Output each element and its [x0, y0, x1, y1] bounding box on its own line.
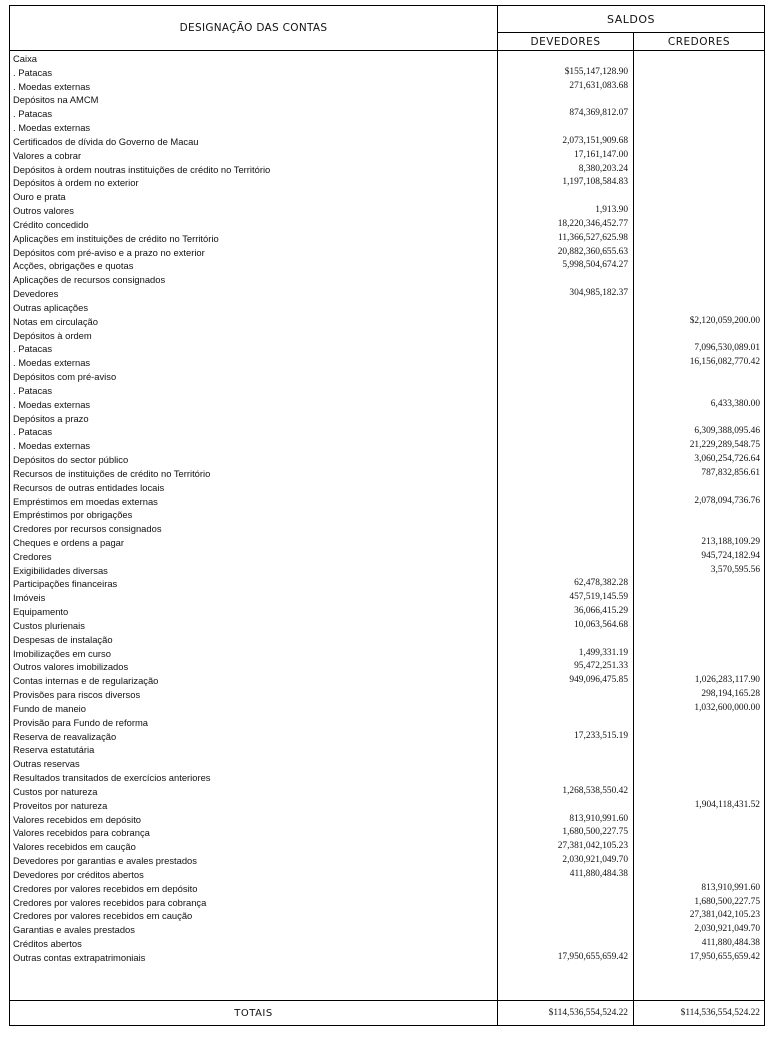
account-name: Depósitos do sector público: [13, 454, 129, 466]
table-row: [10, 80, 764, 94]
account-name: Valores recebidos em caução: [13, 841, 136, 853]
account-name: . Patacas: [13, 384, 53, 396]
debit-balance: 1,197,108,584.83: [562, 177, 628, 188]
account-name: Certificados de dívida do Governo de Macau: [13, 135, 199, 147]
account-name: . Moedas externas: [13, 398, 91, 410]
account-name: Contas internas e de regularização: [13, 675, 159, 687]
table-header: [10, 6, 764, 51]
account-name: Recursos de outras entidades locais: [13, 481, 165, 493]
account-name: Garantias e avales prestados: [13, 924, 135, 936]
account-name: Crédito concedido: [13, 218, 89, 230]
totals-devedores: $114,536,554,524.22: [548, 1008, 628, 1018]
account-name: Valores a cobrar: [13, 149, 82, 161]
table-row: [10, 52, 764, 66]
account-name: Outros valores: [13, 205, 74, 217]
account-name: Outros valores imobilizados: [13, 661, 129, 673]
table-row: [10, 190, 764, 204]
credit-balance: 1,680,500,227.75: [694, 896, 760, 907]
account-name: . Moedas externas: [13, 80, 91, 92]
account-name: Acções, obrigações e quotas: [13, 260, 134, 272]
credit-balance: 411,880,484.38: [701, 938, 760, 948]
table-body: [10, 52, 764, 965]
account-name: . Moedas externas: [13, 440, 91, 452]
debit-balance: 2,073,151,909.68: [562, 135, 628, 146]
table-row: [10, 329, 764, 343]
credit-balance: 21,229,289,548.75: [689, 440, 760, 451]
table-row: [10, 730, 764, 744]
table-row: [10, 923, 764, 937]
debit-balance: 10,063,564.68: [574, 619, 628, 630]
debit-balance: 95,472,251.33: [574, 661, 628, 672]
credit-balance: 1,026,283,117.90: [694, 675, 760, 686]
credit-balance: 7,096,530,089.01: [694, 343, 760, 354]
account-name: Credores por valores recebidos em caução: [13, 910, 193, 922]
table-row: [10, 647, 764, 661]
table-row: [10, 204, 764, 218]
totals-row: [10, 1001, 764, 1025]
credit-balance: 6,433,380.00: [710, 398, 760, 409]
account-name: Empréstimos em moedas externas: [13, 495, 158, 507]
debit-balance: 874,369,812.07: [569, 108, 628, 119]
account-name: Credores por valores recebidos em depósito: [13, 882, 198, 894]
account-name: Empréstimos por obrigações: [13, 509, 133, 521]
debit-balance: 5,998,504,674.27: [562, 260, 628, 271]
account-name: Outras reservas: [13, 758, 80, 770]
debit-balance: 17,161,147.00: [574, 149, 628, 160]
table-row: [10, 743, 764, 757]
table-row: [10, 951, 764, 965]
account-name: Créditos abertos: [13, 938, 82, 949]
account-name: Depósitos a prazo: [13, 412, 89, 424]
account-name: . Patacas: [13, 66, 53, 78]
table-row: [10, 481, 764, 495]
table-row: [10, 896, 764, 910]
table-row: [10, 273, 764, 287]
table-row: [10, 868, 764, 882]
table-row: [10, 370, 764, 384]
account-name: Depósitos com pré-aviso e a prazo no exterior: [13, 246, 205, 258]
credit-balance: 298,194,165.28: [701, 689, 760, 700]
account-name: . Patacas: [13, 426, 53, 438]
table-row: [10, 107, 764, 121]
account-name: Participações financeiras: [13, 578, 118, 590]
debit-balance: 1,499,331.19: [578, 647, 628, 658]
account-name: Devedores: [13, 288, 59, 300]
credit-balance: $2,120,059,200.00: [689, 315, 760, 326]
header-saldos: SALDOS: [498, 6, 764, 33]
table-row: [10, 605, 764, 619]
credit-balance: 945,724,182.94: [701, 550, 760, 561]
account-name: Depósitos à ordem noutras instituições de crédito no Território: [13, 163, 271, 175]
table-row: [10, 315, 764, 329]
table-row: [10, 522, 764, 536]
table-row: [10, 66, 764, 80]
table-row: [10, 882, 764, 896]
credit-balance: 787,832,856.61: [701, 467, 760, 478]
table-row: [10, 937, 764, 951]
account-name: Aplicações de recursos consignados: [13, 274, 166, 286]
balance-sheet-table: [9, 5, 765, 1026]
table-row: [10, 577, 764, 591]
account-name: . Moedas externas: [13, 357, 91, 369]
account-name: Reserva de reavalização: [13, 730, 117, 742]
account-name: Depósitos na AMCM: [13, 94, 99, 106]
table-row: [10, 771, 764, 785]
table-row: [10, 840, 764, 854]
table-row: [10, 660, 764, 674]
debit-balance: 411,880,484.38: [569, 868, 628, 879]
table-row: [10, 356, 764, 370]
debit-balance: 62,478,382.28: [574, 578, 628, 589]
table-row: [10, 163, 764, 177]
credit-balance: 213,188,109.29: [701, 536, 760, 547]
account-name: Outras aplicações: [13, 301, 89, 313]
debit-balance: 8,380,203.24: [578, 163, 628, 174]
table-row: [10, 591, 764, 605]
table-row: [10, 757, 764, 771]
totals-credores: $114,536,554,524.22: [680, 1008, 760, 1018]
debit-balance: 18,220,346,452.77: [557, 218, 628, 229]
account-name: Despesas de instalação: [13, 633, 113, 645]
debit-balance: 1,268,538,550.42: [562, 785, 628, 796]
debit-balance: 813,910,991.60: [569, 813, 628, 824]
table-row: [10, 121, 764, 135]
table-row: [10, 287, 764, 301]
account-name: Custos por natureza: [13, 785, 98, 797]
table-row: [10, 785, 764, 799]
debit-balance: 17,950,655,659.42: [557, 951, 628, 962]
table-row: [10, 135, 764, 149]
table-row: [10, 218, 764, 232]
table-row: [10, 149, 764, 163]
debit-balance: 11,366,527,625.98: [558, 232, 628, 243]
table-row: [10, 536, 764, 550]
debit-balance: 17,233,515.19: [574, 730, 628, 741]
credit-balance: 2,078,094,736.76: [694, 495, 760, 506]
table-row: [10, 909, 764, 923]
account-name: Equipamento: [13, 606, 69, 618]
account-name: Provisões para riscos diversos: [13, 689, 141, 701]
table-row: [10, 398, 764, 412]
account-name: . Patacas: [13, 343, 53, 355]
table-row: [10, 176, 764, 190]
account-name: Fundo de maneio: [13, 702, 86, 714]
credit-balance: 27,381,042,105.23: [689, 910, 760, 921]
account-name: Caixa: [13, 53, 37, 64]
debit-balance: 457,519,145.59: [569, 592, 628, 603]
credit-balance: 3,060,254,726.64: [694, 454, 760, 465]
debit-balance: 949,096,475.85: [569, 675, 628, 686]
credit-balance: 6,309,388,095.46: [694, 426, 760, 437]
table-row: [10, 342, 764, 356]
account-name: Outras contas extrapatrimoniais: [13, 951, 146, 963]
account-name: Credores por recursos consignados: [13, 523, 162, 535]
table-row: [10, 467, 764, 481]
table-row: [10, 813, 764, 827]
table-row: [10, 508, 764, 522]
table-row: [10, 799, 764, 813]
debit-balance: 304,985,182.37: [569, 288, 628, 299]
account-name: Resultados transitados de exercícios anteriores: [13, 772, 211, 784]
table-row: [10, 301, 764, 315]
account-name: Credores por valores recebidos para cobrança: [13, 896, 207, 908]
table-row: [10, 716, 764, 730]
account-name: Reserva estatutária: [13, 744, 95, 756]
debit-balance: 20,882,360,655.63: [557, 246, 628, 257]
credit-balance: 1,904,118,431.52: [694, 799, 760, 810]
header-credores: CREDORES: [667, 35, 731, 48]
account-name: Depósitos à ordem no exterior: [13, 177, 139, 189]
account-name: Cheques e ordens a pagar: [13, 536, 125, 548]
table-row: [10, 854, 764, 868]
debit-balance: 1,913.90: [595, 205, 628, 216]
account-name: . Patacas: [13, 108, 53, 120]
account-name: Valores recebidos em depósito: [13, 813, 142, 825]
table-row: [10, 425, 764, 439]
account-name: Provisão para Fundo de reforma: [13, 716, 148, 728]
debit-balance: $155,147,128.90: [564, 66, 628, 77]
account-name: Imobilizações em curso: [13, 647, 111, 659]
table-row: [10, 674, 764, 688]
table-row: [10, 495, 764, 509]
table-row: [10, 259, 764, 273]
header-devedores: DEVEDORES: [498, 33, 634, 50]
account-name: . Moedas externas: [13, 122, 91, 134]
table-row: [10, 633, 764, 647]
credit-balance: 1,032,600,000.00: [694, 702, 760, 713]
account-name: Recursos de instituições de crédito no Território: [13, 467, 211, 479]
table-row: [10, 412, 764, 426]
account-name: Custos plurienais: [13, 619, 85, 631]
credit-balance: 813,910,991.60: [701, 882, 760, 893]
table-row: [10, 550, 764, 564]
account-name: Devedores por créditos abertos: [13, 868, 144, 880]
debit-balance: 271,631,083.68: [569, 80, 628, 91]
account-name: Depósitos à ordem: [13, 329, 92, 341]
credit-balance: 17,950,655,659.42: [689, 951, 760, 962]
table-row: [10, 688, 764, 702]
account-name: Valores recebidos para cobrança: [13, 827, 150, 839]
debit-balance: 2,030,921,049.70: [562, 855, 628, 866]
table-row: [10, 439, 764, 453]
debit-balance: 27,381,042,105.23: [557, 841, 628, 852]
credit-balance: 2,030,921,049.70: [694, 924, 760, 935]
account-name: Proveitos por natureza: [13, 799, 108, 811]
table-row: [10, 384, 764, 398]
credit-balance: 3,570,595.56: [710, 564, 760, 575]
header-designacao: DESIGNAÇÃO DAS CONTAS: [10, 6, 498, 50]
table-row: [10, 826, 764, 840]
account-name: Depósitos com pré-aviso: [13, 371, 117, 383]
table-row: [10, 619, 764, 633]
debit-balance: 1,680,500,227.75: [562, 827, 628, 838]
table-row: [10, 702, 764, 716]
totals-label: TOTAIS: [234, 1007, 273, 1019]
table-row: [10, 453, 764, 467]
debit-balance: 36,066,415.29: [574, 606, 628, 617]
account-name: Aplicações em instituições de crédito no Território: [13, 232, 219, 244]
account-name: Devedores por garantias e avales prestados: [13, 855, 197, 867]
account-name: Imóveis: [13, 592, 46, 604]
table-row: [10, 564, 764, 578]
account-name: Exigibilidades diversas: [13, 564, 108, 576]
account-name: Credores: [13, 550, 52, 562]
account-name: Ouro e prata: [13, 191, 66, 203]
table-row: [10, 246, 764, 260]
table-row: [10, 93, 764, 107]
table-row: [10, 232, 764, 246]
credit-balance: 16,156,082,770.42: [689, 357, 760, 368]
account-name: Notas em circulação: [13, 315, 98, 327]
